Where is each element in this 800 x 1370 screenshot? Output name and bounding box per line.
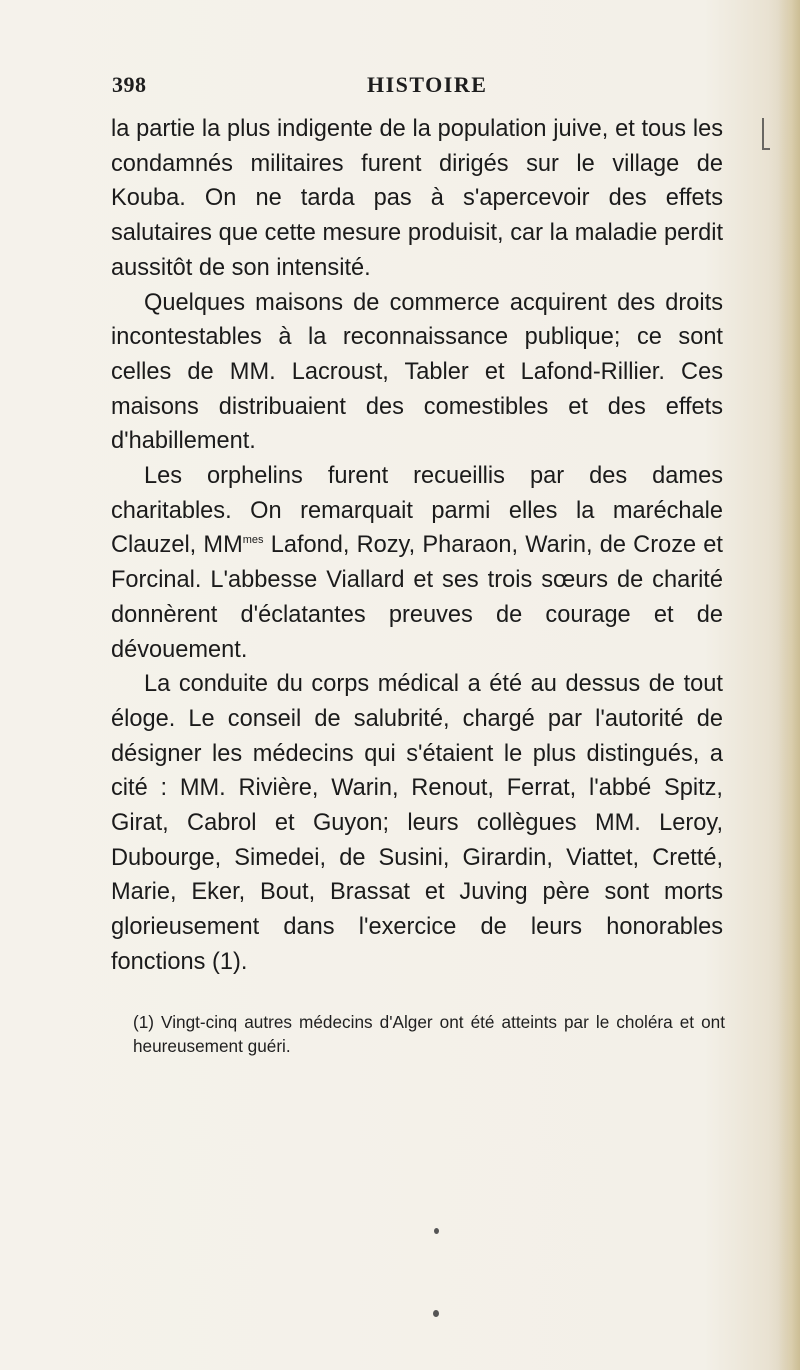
paragraph-text-end: Lafond, Rozy, Pharaon, Warin, de Croze et Forcinal. L'abbesse Viallard et ses trois sœurs de charité donnèrent d'éclatantes preuves de courage et de dévouement.	[111, 532, 723, 663]
paragraph	[111, 459, 723, 667]
page-edge-shadow	[778, 0, 800, 1370]
superscript-abbreviation: mes	[242, 534, 264, 547]
paragraph: La conduite du corps médical a été au dessus de tout éloge. Le conseil de salubrité, chargé par l'autorité de désigner les médecins qui s'étaient le plus distingués, a cité : MM. Rivière, Warin, Renout, Ferrat, l'abbé Spitz, Girat, Cabrol et Guyon; leurs collègues MM. Leroy, Dubourge, Simedei, de Susini, Girardin, Viattet, Cretté, Marie, Eker, Bout, Brassat et Juving père sont morts glorieusement dans l'exercice de leurs honorables fonctions (1).	[111, 671, 723, 975]
page-number: 398	[112, 72, 147, 97]
footnote	[133, 1010, 725, 1058]
page-header	[112, 72, 722, 104]
print-speck	[434, 1228, 439, 1234]
margin-mark	[762, 118, 770, 150]
paragraph: Quelques maisons de commerce acquirent des droits incontestables à la reconnaissance publique; ce sont celles de MM. Lacroust, Tabler et Lafond-Rillier. Ces maisons distribuaient des comestibles et des effets d'habillement.	[111, 289, 723, 455]
paragraph: la partie la plus indigente de la population juive, et tous les condamnés militaires furent dirigés sur le village de Kouba. On ne tarda pas à s'apercevoir des effets salutaires que cette mesure produisit, car la maladie perdit aussitôt de son intensité.	[111, 116, 723, 281]
paragraph-text-start: Les orphelins furent recueillis par des dames charitables. On remarquait parmi elles la maréchale Clauzel, MM	[111, 463, 723, 559]
running-title: HISTOIRE	[367, 72, 488, 97]
footnote-text: (1) Vingt-cinq autres médecins d'Alger ont été atteints par le choléra et ont heureusement guéri.	[133, 1012, 725, 1056]
print-speck	[433, 1310, 439, 1317]
body-text	[111, 112, 723, 980]
